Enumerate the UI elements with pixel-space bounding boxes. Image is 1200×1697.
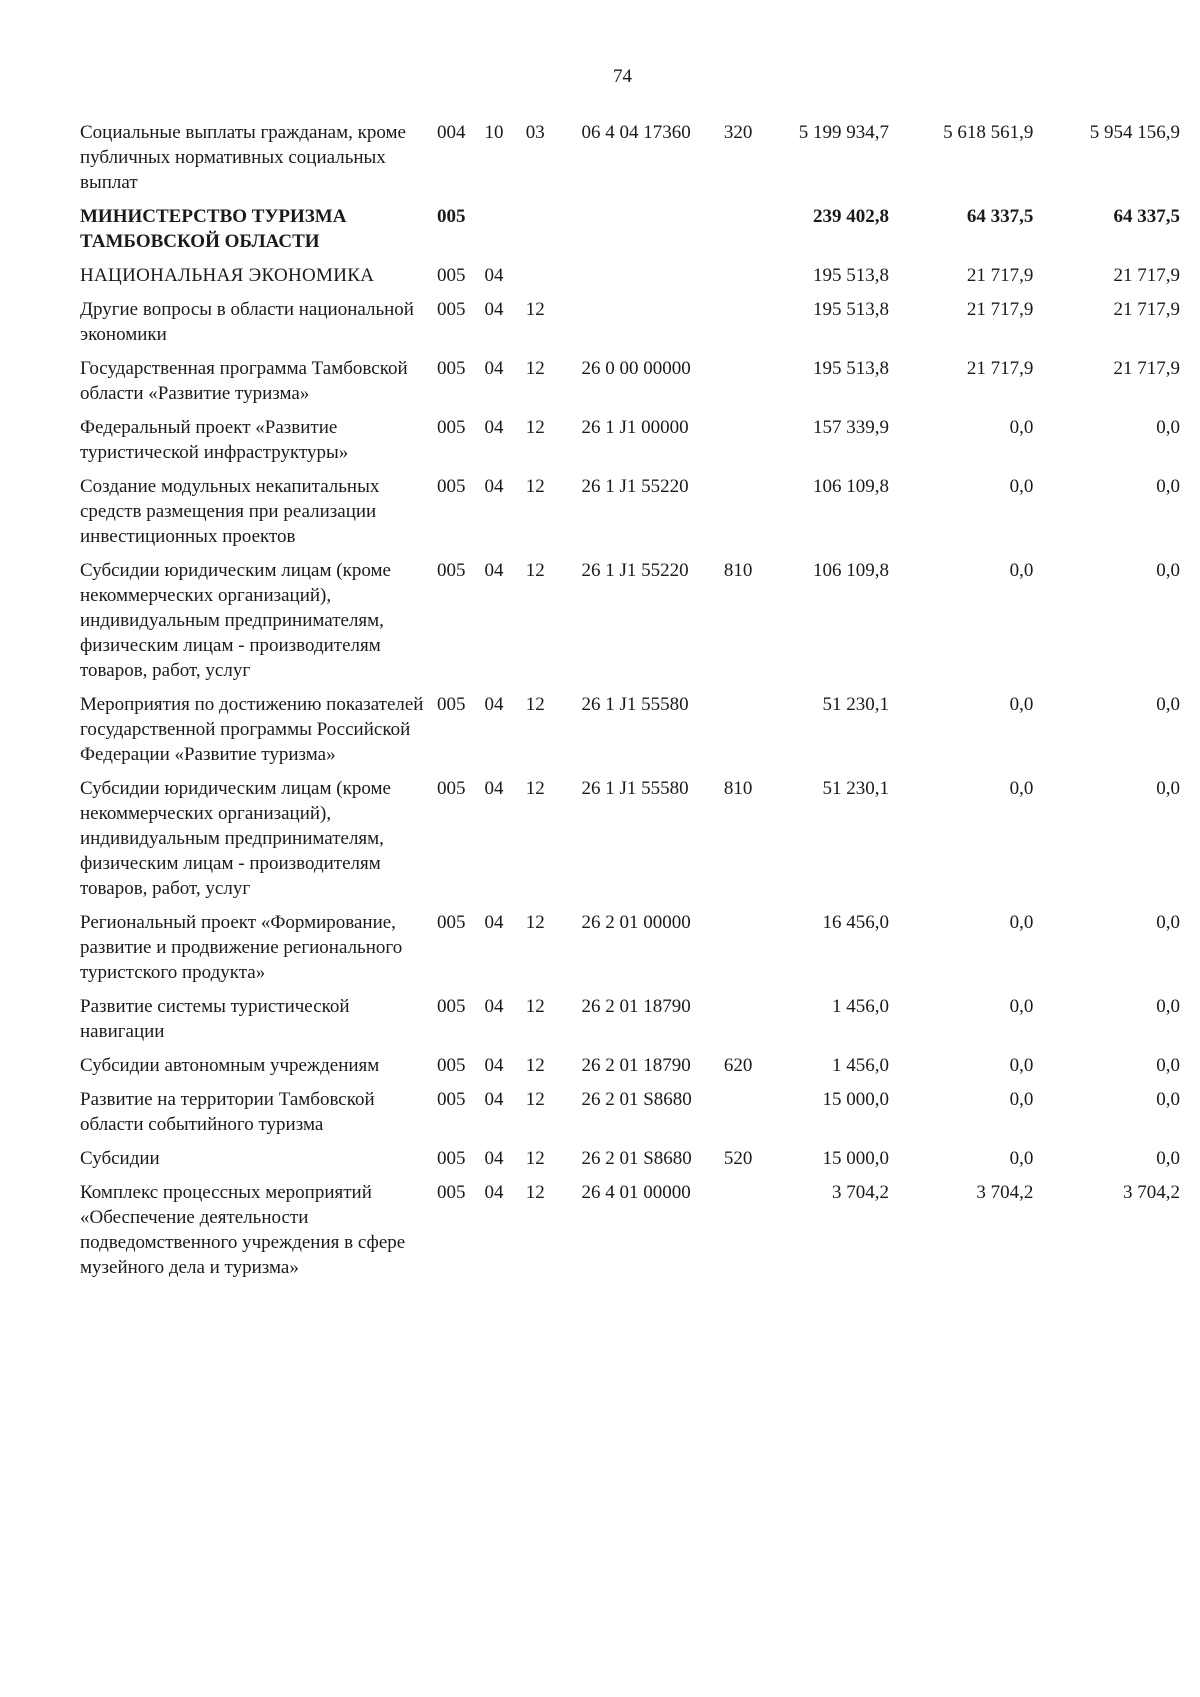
subsection-code: 12 <box>525 1182 545 1203</box>
program-code <box>581 204 723 263</box>
expense-type-code <box>724 415 776 474</box>
admin-code: 005 <box>437 358 466 379</box>
amount-year-1: 51 230,1 <box>822 694 889 715</box>
amount-year-2: 0,0 <box>1009 417 1034 438</box>
admin-code: 005 <box>437 560 466 581</box>
program-code: 26 2 01 18790 <box>581 996 691 1017</box>
amount-year-2: 3 704,2 <box>976 1182 1034 1203</box>
amount-year-1: 157 339,9 <box>812 417 889 438</box>
row-name: Развитие на территории Тамбовской области событийного туризма <box>80 1089 375 1135</box>
amount-year-1: 1 456,0 <box>831 1055 889 1076</box>
section-code <box>484 204 525 263</box>
admin-code: 005 <box>437 912 466 933</box>
expense-type-code <box>724 474 776 558</box>
amount-year-3: 0,0 <box>1156 476 1180 497</box>
amount-year-1: 5 199 934,7 <box>798 122 889 143</box>
amount-year-1: 15 000,0 <box>822 1089 889 1110</box>
section-code: 04 <box>484 417 504 438</box>
row-name: Комплекс процессных мероприятий «Обеспечение деятельности подведомственного учреждения в сфере музейного дела и туризма» <box>80 1182 406 1278</box>
expense-type-code: 520 <box>723 1148 753 1169</box>
amount-year-2: 5 618 561,9 <box>943 122 1034 143</box>
amount-year-1: 195 513,8 <box>812 358 889 379</box>
row-name: Региональный проект «Формирование, развитие и продвижение регионального туристского продукта» <box>80 912 403 983</box>
row-name: Другие вопросы в области национальной экономики <box>80 299 414 345</box>
expense-type-code: 810 <box>723 778 753 799</box>
table-row <box>80 558 1180 692</box>
amount-year-1: 51 230,1 <box>822 778 889 799</box>
admin-code: 005 <box>437 778 466 799</box>
page-number: 74 <box>613 66 632 87</box>
section-code: 04 <box>484 1089 504 1110</box>
amount-year-3: 5 954 156,9 <box>1089 122 1180 143</box>
amount-year-2: 21 717,9 <box>966 299 1034 320</box>
section-code: 10 <box>484 122 504 143</box>
program-code: 26 2 01 00000 <box>581 912 691 933</box>
amount-year-3: 3 704,2 <box>1123 1182 1180 1203</box>
expense-type-code: 320 <box>723 122 753 143</box>
admin-code: 005 <box>437 476 466 497</box>
table-row <box>80 910 1180 994</box>
amount-year-2: 0,0 <box>1009 476 1034 497</box>
program-code: 26 1 J1 55220 <box>581 476 689 497</box>
table-row <box>80 994 1180 1053</box>
section-code: 04 <box>484 476 504 497</box>
section-code: 04 <box>484 778 504 799</box>
amount-year-3: 0,0 <box>1156 778 1180 799</box>
row-name: Субсидии юридическим лицам (кроме некоммерческих организаций), индивидуальным предпринимателям, физическим лицам - производителям товаров, работ, услуг <box>80 560 391 681</box>
table-row <box>80 1087 1180 1146</box>
row-name: Социальные выплаты гражданам, кроме публичных нормативных социальных выплат <box>80 122 406 193</box>
subsection-code: 12 <box>525 1148 545 1169</box>
amount-year-2: 0,0 <box>1009 694 1034 715</box>
amount-year-3: 0,0 <box>1156 912 1180 933</box>
program-code: 26 1 J1 55580 <box>581 694 689 715</box>
amount-year-2: 0,0 <box>1009 1089 1034 1110</box>
subsection-code: 12 <box>525 358 545 379</box>
section-code: 04 <box>484 358 504 379</box>
row-name: Субсидии юридическим лицам (кроме некоммерческих организаций), индивидуальным предпринимателям, физическим лицам - производителям товаров, работ, услуг <box>80 778 391 899</box>
row-name: Федеральный проект «Развитие туристической инфраструктуры» <box>80 417 349 463</box>
section-code: 04 <box>484 1148 504 1169</box>
subsection-code: 12 <box>525 1055 545 1076</box>
row-name: Создание модульных некапитальных средств размещения при реализации инвестиционных проектов <box>80 476 380 547</box>
subsection-code: 12 <box>525 1089 545 1110</box>
expense-type-code: 810 <box>723 560 753 581</box>
amount-year-1: 195 513,8 <box>812 265 889 286</box>
expense-type-code <box>724 1087 776 1146</box>
section-code: 04 <box>484 299 504 320</box>
admin-code: 005 <box>437 1182 466 1203</box>
row-name: Субсидии автономным учреждениям <box>80 1055 380 1076</box>
program-code: 26 1 J1 00000 <box>581 417 689 438</box>
admin-code: 005 <box>437 1089 466 1110</box>
section-code: 04 <box>484 265 504 286</box>
row-name: МИНИСТЕРСТВО ТУРИЗМА ТАМБОВСКОЙ ОБЛАСТИ <box>80 206 347 252</box>
expense-type-code <box>724 1180 776 1289</box>
expense-type-code <box>724 204 776 263</box>
row-name: Субсидии <box>80 1148 160 1169</box>
amount-year-1: 239 402,8 <box>812 206 889 227</box>
amount-year-2: 0,0 <box>1009 1148 1034 1169</box>
subsection-code <box>526 204 582 263</box>
table-row <box>80 776 1180 910</box>
table-row <box>80 415 1180 474</box>
program-code: 26 2 01 S8680 <box>581 1089 692 1110</box>
table-row <box>80 692 1180 776</box>
admin-code: 005 <box>437 1148 466 1169</box>
program-code: 26 2 01 S8680 <box>581 1148 692 1169</box>
admin-code: 005 <box>437 996 466 1017</box>
admin-code: 005 <box>437 265 466 286</box>
admin-code: 005 <box>437 694 466 715</box>
program-code: 06 4 04 17360 <box>581 122 691 143</box>
subsection-code <box>526 263 582 297</box>
budget-table-body <box>80 120 1180 1289</box>
table-row <box>80 204 1180 263</box>
program-code: 26 1 J1 55220 <box>581 560 689 581</box>
admin-code: 004 <box>437 122 466 143</box>
amount-year-2: 0,0 <box>1009 996 1034 1017</box>
section-code: 04 <box>484 912 504 933</box>
amount-year-2: 21 717,9 <box>966 265 1034 286</box>
subsection-code: 12 <box>525 417 545 438</box>
section-code: 04 <box>484 1182 504 1203</box>
expense-type-code <box>724 994 776 1053</box>
table-row <box>80 120 1180 204</box>
row-name: Государственная программа Тамбовской области «Развитие туризма» <box>80 358 408 404</box>
subsection-code: 12 <box>525 778 545 799</box>
amount-year-2: 64 337,5 <box>966 206 1034 227</box>
program-code: 26 0 00 00000 <box>581 358 691 379</box>
budget-table <box>80 120 1180 1289</box>
expense-type-code <box>724 910 776 994</box>
subsection-code: 03 <box>525 122 545 143</box>
expense-type-code: 620 <box>723 1055 753 1076</box>
admin-code: 005 <box>437 417 466 438</box>
amount-year-1: 195 513,8 <box>812 299 889 320</box>
amount-year-2: 0,0 <box>1009 1055 1034 1076</box>
amount-year-1: 1 456,0 <box>831 996 889 1017</box>
section-code: 04 <box>484 996 504 1017</box>
program-code: 26 2 01 18790 <box>581 1055 691 1076</box>
table-row <box>80 474 1180 558</box>
subsection-code: 12 <box>525 694 545 715</box>
table-row <box>80 297 1180 356</box>
admin-code: 005 <box>437 206 466 227</box>
amount-year-1: 3 704,2 <box>831 1182 889 1203</box>
admin-code: 005 <box>437 1055 466 1076</box>
amount-year-3: 21 717,9 <box>1113 265 1180 286</box>
amount-year-3: 0,0 <box>1156 1148 1180 1169</box>
program-code <box>581 297 723 356</box>
amount-year-2: 21 717,9 <box>966 358 1034 379</box>
amount-year-2: 0,0 <box>1009 778 1034 799</box>
amount-year-3: 21 717,9 <box>1113 299 1180 320</box>
table-row <box>80 1180 1180 1289</box>
amount-year-3: 0,0 <box>1156 1089 1180 1110</box>
table-row <box>80 1146 1180 1180</box>
row-name: НАЦИОНАЛЬНАЯ ЭКОНОМИКА <box>80 265 375 286</box>
amount-year-3: 0,0 <box>1156 996 1180 1017</box>
amount-year-3: 0,0 <box>1156 1055 1180 1076</box>
subsection-code: 12 <box>525 299 545 320</box>
program-code: 26 1 J1 55580 <box>581 778 689 799</box>
amount-year-3: 0,0 <box>1156 694 1180 715</box>
row-name: Развитие системы туристической навигации <box>80 996 350 1042</box>
subsection-code: 12 <box>525 912 545 933</box>
amount-year-1: 106 109,8 <box>812 560 889 581</box>
table-row <box>80 263 1180 297</box>
section-code: 04 <box>484 1055 504 1076</box>
amount-year-1: 106 109,8 <box>812 476 889 497</box>
table-row <box>80 1053 1180 1087</box>
section-code: 04 <box>484 560 504 581</box>
table-row <box>80 356 1180 415</box>
amount-year-2: 0,0 <box>1009 912 1034 933</box>
admin-code: 005 <box>437 299 466 320</box>
program-code <box>581 263 723 297</box>
amount-year-3: 64 337,5 <box>1113 206 1180 227</box>
program-code: 26 4 01 00000 <box>581 1182 691 1203</box>
expense-type-code <box>724 297 776 356</box>
amount-year-3: 21 717,9 <box>1113 358 1180 379</box>
expense-type-code <box>724 692 776 776</box>
amount-year-1: 16 456,0 <box>822 912 889 933</box>
amount-year-3: 0,0 <box>1156 417 1180 438</box>
expense-type-code <box>724 356 776 415</box>
expense-type-code <box>724 263 776 297</box>
row-name: Мероприятия по достижению показателей государственной программы Российской Федерации «Развитие туризма» <box>80 694 424 765</box>
subsection-code: 12 <box>525 996 545 1017</box>
section-code: 04 <box>484 694 504 715</box>
subsection-code: 12 <box>525 560 545 581</box>
amount-year-1: 15 000,0 <box>822 1148 889 1169</box>
amount-year-3: 0,0 <box>1156 560 1180 581</box>
subsection-code: 12 <box>525 476 545 497</box>
amount-year-2: 0,0 <box>1009 560 1034 581</box>
